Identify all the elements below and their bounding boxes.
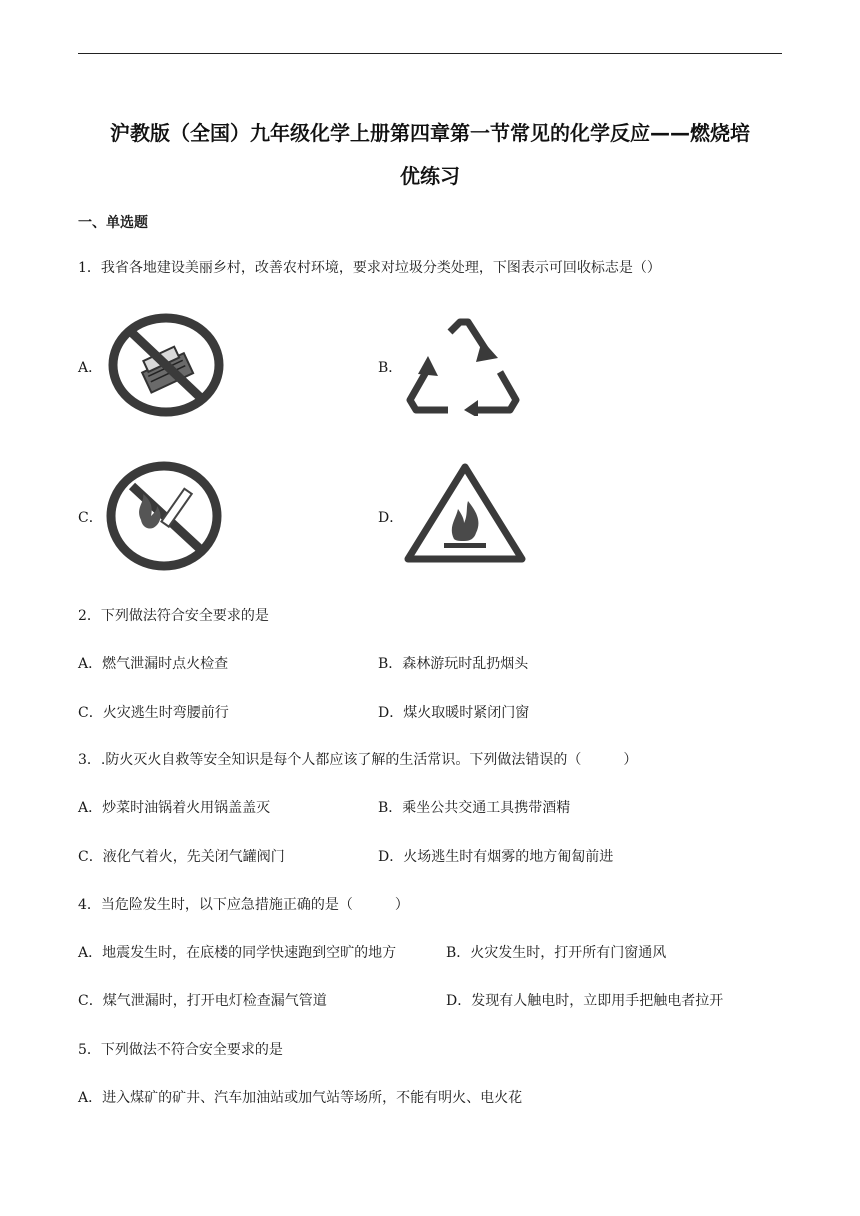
q4-option-b: B．火灾发生时，打开所有门窗通风 [446, 945, 667, 961]
q3-option-b: B．乘坐公共交通工具携带酒精 [378, 800, 571, 816]
q1-option-a-label: A． [78, 360, 103, 376]
q3-option-c: C．液化气着火，先关闭气罐阀门 [78, 849, 285, 865]
q2-option-a: A．燃气泄漏时点火检查 [78, 656, 229, 672]
q4-option-c: C．煤气泄漏时，打开电灯检查漏气管道 [78, 993, 327, 1009]
q4-stem: 4．当危险发生时，以下应急措施正确的是（ ） [78, 897, 409, 913]
q5-stem: 5．下列做法不符合安全要求的是 [78, 1042, 283, 1058]
q1-option-d-label: D． [378, 510, 404, 526]
q3-option-d: D．火场逃生时有烟雾的地方匍匐前进 [378, 849, 614, 865]
q2-option-c: C．火灾逃生时弯腰前行 [78, 705, 229, 721]
no-smoking-icon [105, 460, 223, 572]
q4-option-a: A．地震发生时，在底楼的同学快速跑到空旷的地方 [78, 945, 397, 961]
q1-option-b-label: B． [378, 360, 403, 376]
q2-option-b: B．森林游玩时乱扔烟头 [378, 656, 529, 672]
q3-stem: 3．.防火灭火自救等安全知识是每个人都应该了解的生活常识。下列做法错误的（ ） [78, 752, 638, 768]
q2-stem: 2．下列做法符合安全要求的是 [78, 608, 269, 624]
q3-option-a: A．炒菜时油锅着火用锅盖盖灭 [78, 800, 271, 816]
no-fireworks-icon [106, 312, 226, 418]
q1-stem: 1．我省各地建设美丽乡村，改善农村环境，要求对垃圾分类处理，下图表示可回收标志是（） [78, 260, 661, 276]
header-rule [78, 53, 782, 54]
doc-title-line2: 优练习 [400, 164, 460, 188]
q1-option-c-label: C． [78, 510, 103, 526]
q5-option-a: A．进入煤矿的矿井、汽车加油站或加气站等场所，不能有明火、电火花 [78, 1090, 523, 1106]
q4-option-d: D．发现有人触电时，立即用手把触电者拉开 [446, 993, 724, 1009]
recycle-icon [404, 318, 524, 416]
section-heading: 一、单选题 [78, 215, 148, 231]
doc-title-line1: 沪教版（全国）九年级化学上册第四章第一节常见的化学反应——燃烧培 [110, 121, 750, 145]
q2-option-d: D．煤火取暖时紧闭门窗 [378, 705, 530, 721]
flammable-warning-icon [404, 463, 526, 563]
